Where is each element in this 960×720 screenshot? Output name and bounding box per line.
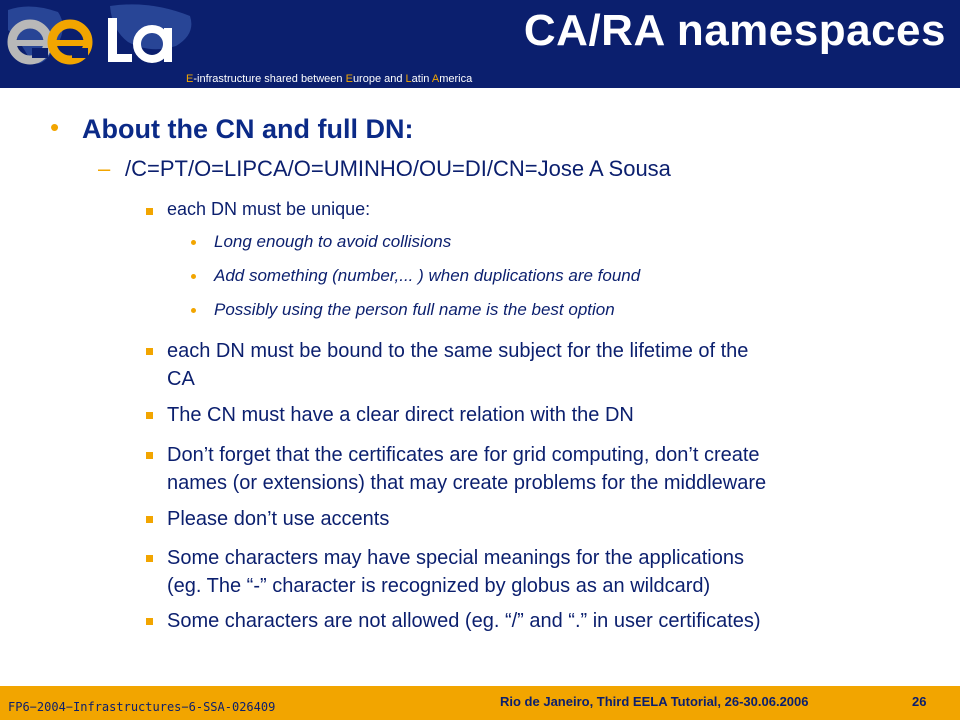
point-line: CA — [167, 368, 195, 390]
point-line: Don’t forget that the certificates are for grid computing, don’t create — [167, 444, 760, 466]
unique-point: Add something (number,... ) when duplications are found — [214, 266, 641, 285]
point-line: The CN must have a clear direct relation with the DN — [167, 404, 634, 426]
dn-example: /C=PT/O=LIPCA/O=UMINHO/OU=DI/CN=Jose A Sousa — [125, 156, 671, 181]
unique-point: Possibly using the person full name is the best option — [214, 300, 615, 319]
slide-title: CA/RA namespaces — [523, 6, 946, 55]
event-info: Rio de Janeiro, Third EELA Tutorial, 26-30.06.2006 — [500, 694, 809, 709]
dot-bullet-icon — [191, 308, 196, 313]
unique-label: each DN must be unique: — [167, 199, 371, 219]
header-tagline — [186, 73, 472, 85]
tagline-part2: urope and — [352, 73, 406, 85]
square-bullet-icon — [146, 452, 153, 459]
dot-bullet-icon — [191, 240, 196, 245]
dot-bullet-icon — [191, 274, 196, 279]
eela-logo — [0, 0, 200, 80]
square-bullet-icon — [146, 555, 153, 562]
point-line: Please don’t use accents — [167, 508, 390, 530]
point-line: Some characters may have special meanings for the applications — [167, 547, 744, 569]
tagline-e1: E — [186, 73, 194, 85]
square-bullet-icon — [146, 516, 153, 523]
unique-point: Long enough to avoid collisions — [214, 232, 452, 251]
section-heading: About the CN and full DN: — [82, 114, 414, 144]
square-bullet-icon — [146, 348, 153, 355]
point-line: each DN must be bound to the same subject for the lifetime of the — [167, 340, 749, 362]
square-bullet-icon — [146, 208, 153, 215]
square-bullet-icon — [146, 412, 153, 419]
slide-header — [0, 0, 960, 88]
tagline-part1: -infrastructure shared between — [193, 73, 346, 85]
heading-bullet-icon: • — [50, 112, 60, 142]
dash-bullet-icon: – — [98, 156, 111, 181]
point-line: names (or extensions) that may create problems for the middleware — [167, 472, 767, 494]
slide-footer — [0, 686, 960, 720]
tagline-l: L — [405, 73, 412, 85]
square-bullet-icon — [146, 618, 153, 625]
point-line: (eg. The “-” character is recognized by globus as an wildcard) — [167, 575, 711, 597]
project-code: FP6−2004−Infrastructures−6-SSA-026409 — [8, 700, 276, 714]
tagline-part4: merica — [439, 73, 473, 85]
page-number: 26 — [912, 694, 927, 709]
tagline-e2: E — [345, 73, 353, 85]
point-line: Some characters are not allowed (eg. “/” and “.” in user certificates) — [167, 610, 761, 632]
tagline-a: A — [431, 73, 440, 85]
tagline-part3: atin — [411, 73, 432, 85]
